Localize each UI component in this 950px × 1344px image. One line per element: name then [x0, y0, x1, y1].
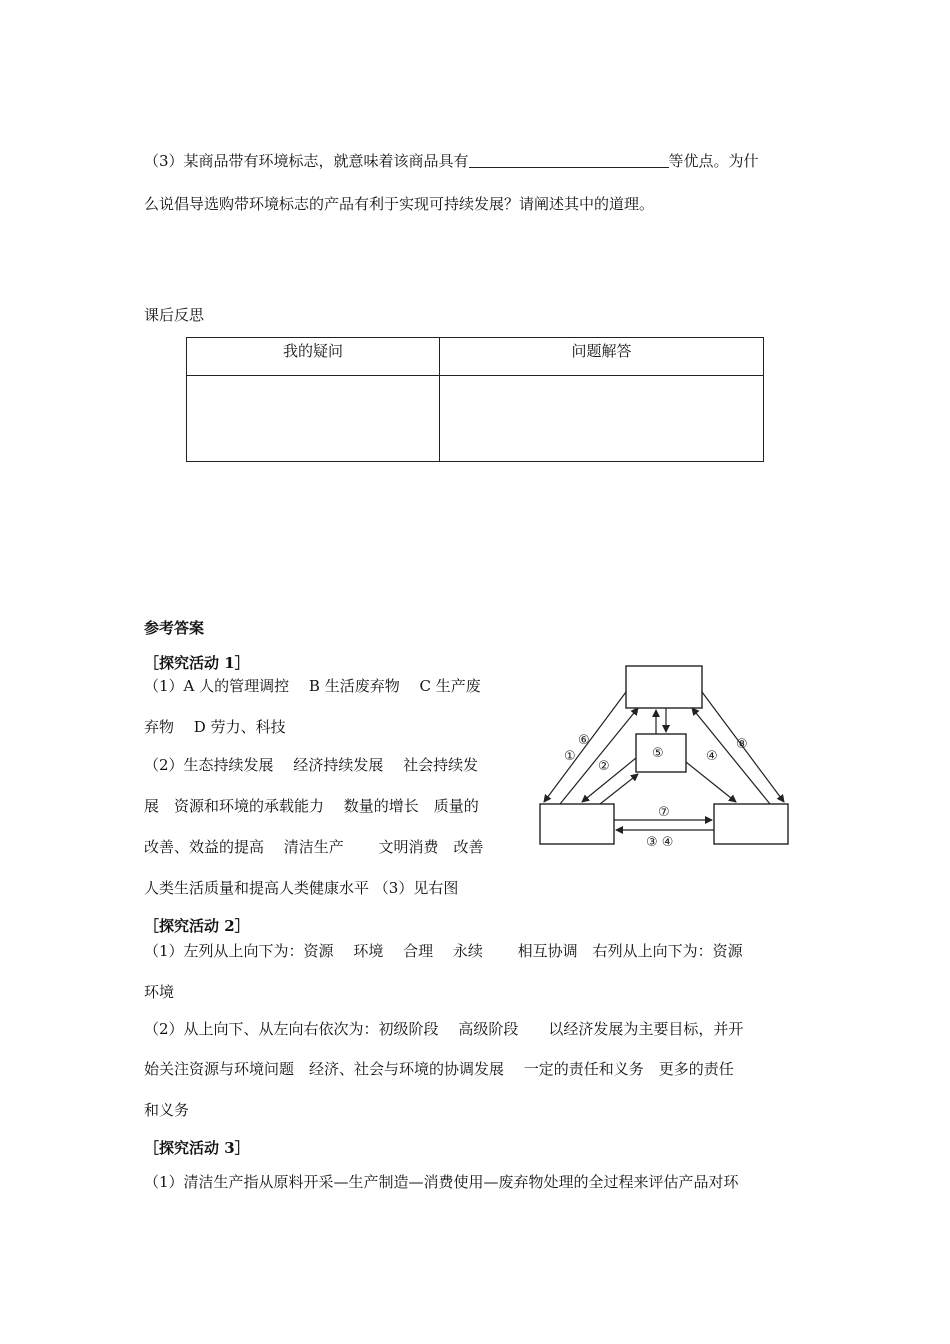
diagram-label-1: ①: [564, 749, 576, 764]
reflection-col-answers: 问题解答: [440, 338, 764, 376]
activity3-heading: ［探究活动 3］: [144, 1139, 250, 1157]
diagram-label-2: ②: [598, 759, 610, 774]
sustainability-cycle-diagram: [530, 658, 810, 854]
diagram-label-7: ⑦: [658, 805, 670, 820]
activity1-line6: 人类生活质量和提高人类健康水平 （3）见右图: [144, 879, 459, 897]
q3-line1-after: 等优点。为什: [668, 152, 759, 170]
reflection-answers-cell[interactable]: [440, 376, 764, 462]
activity1-line3: （2）生态持续发展 经济持续发展 社会持续发: [144, 756, 479, 774]
diagram-box-left: [540, 804, 614, 844]
diagram-label-4: ④: [706, 749, 718, 764]
reflection-col-questions: 我的疑问: [187, 338, 440, 376]
diagram-box-right: [714, 804, 788, 844]
q3-line1-before: （3）某商品带有环境标志，就意味着该商品具有: [144, 152, 469, 170]
activity2-line3: （2）从上向下、从左向右依次为：初级阶段 高级阶段 以经济发展为主要目标，并开: [144, 1020, 744, 1038]
activity3-line1: （1）清洁生产指从原料开采—生产制造—消费使用—废弃物处理的全过程来评估产品对环: [144, 1173, 739, 1191]
activity2-line4: 始关注资源与环境问题 经济、社会与环境的协调发展 一定的责任和义务 更多的责任: [144, 1060, 734, 1078]
activity1-line1: （1）A 人的管理调控 B 生活废弃物 C 生产废: [144, 677, 481, 695]
diagram-arrow-right-top-in: [692, 708, 770, 804]
activity2-heading: ［探究活动 2］: [144, 917, 250, 935]
activity1-line2: 弃物 D 劳力、科技: [144, 718, 286, 736]
activity2-line1: （1）左列从上向下为：资源 环境 合理 永续 相互协调 右列从上向下为：资源: [144, 942, 743, 960]
q3-answer-blank[interactable]: [469, 152, 669, 168]
activity2-line2: 环境: [144, 983, 175, 1001]
reflection-table: [186, 337, 764, 462]
reflection-questions-cell[interactable]: [187, 376, 440, 462]
diagram-label-8: ⑧: [736, 737, 748, 752]
q3-line2: 么说倡导选购带环境标志的产品有利于实现可持续发展？请阐述其中的道理。: [144, 195, 655, 213]
answers-title: 参考答案: [144, 619, 205, 637]
q3-line1: [144, 150, 759, 171]
diagram-box-top: [626, 666, 702, 708]
activity1-line5: 改善、效益的提高 清洁生产 文明消费 改善: [144, 838, 484, 856]
activity2-line5: 和义务: [144, 1101, 190, 1119]
diagram-arrow-left-center: [600, 774, 638, 804]
activity1-heading: ［探究活动 1］: [144, 654, 250, 672]
diagram-label-bottom: ③ ④: [646, 835, 674, 850]
diagram-arrow-center-right: [686, 762, 736, 802]
diagram-label-5: ⑤: [652, 746, 664, 761]
diagram-label-6: ⑥: [578, 733, 590, 748]
activity1-line4: 展 资源和环境的承载能力 数量的增长 质量的: [144, 797, 479, 815]
reflection-title: 课后反思: [144, 306, 205, 324]
